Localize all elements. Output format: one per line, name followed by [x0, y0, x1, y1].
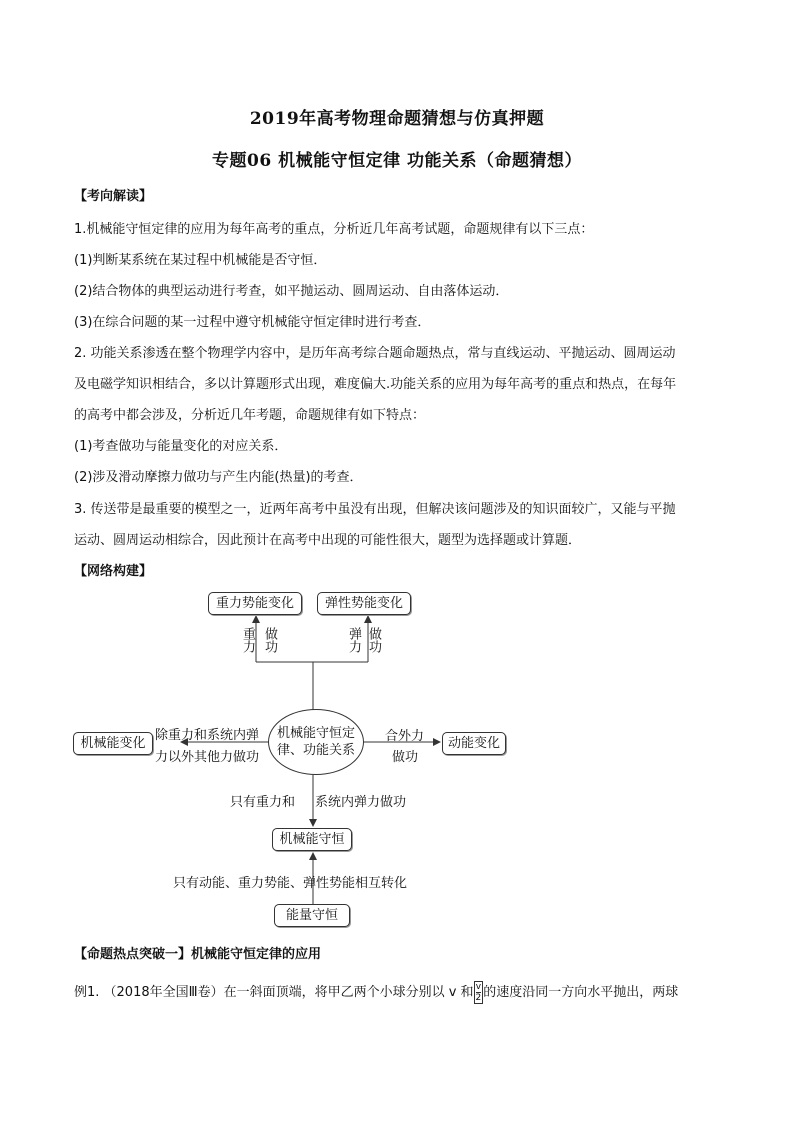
- text-line: 及电磁学知识相结合，多以计算题形式出现，难度偏大.功能关系的应用为每年高考的重点和热点，在每年: [74, 377, 677, 392]
- label-other-forces-1: 除重力和系统内弹: [155, 728, 260, 743]
- text-line: 1.机械能守恒定律的应用为每年高考的重点，分析近几年高考试题，命题规律有以下三点：: [74, 222, 594, 237]
- fraction-v-over-2: [474, 981, 484, 1004]
- label-only-gravity: 只有重力和: [230, 795, 296, 810]
- label-internal-elastic: 系统内弹力做功: [315, 795, 407, 810]
- page-title: 2019年高考物理命题猜想与仿真押题: [249, 109, 545, 129]
- section-heading-redian: 【命题热点突破一】机械能守恒定律的应用: [74, 947, 322, 962]
- fraction-numerator: v: [475, 982, 482, 992]
- text-line: (2)结合物体的典型运动进行考查，如平抛运动、圆周运动、自由落体运动．: [74, 284, 509, 299]
- text-line: (2)涉及滑动摩擦力做功与产生内能(热量)的考查．: [74, 470, 363, 485]
- central-concept-ellipse: [268, 709, 364, 775]
- text-line: (1)考查做功与能量变化的对应关系．: [74, 439, 288, 454]
- box-energy-conservation: 能量守恒: [274, 904, 350, 927]
- label-net-force: 合外力: [385, 729, 425, 744]
- fraction-denominator: 2: [475, 993, 482, 1003]
- text-line: 3. 传送带是最重要的模型之一，近两年高考中虽没有出现，但解决该问题涉及的知识面较广，又能与平抛: [74, 502, 676, 517]
- central-concept-line-1: 机械能守恒定: [276, 726, 355, 741]
- label-elastic-work: 做功: [366, 627, 381, 653]
- text-line: 的高考中都会涉及，分析近几年考题，命题规律有如下特点：: [74, 408, 426, 423]
- label-gravity-work: 做功: [262, 627, 277, 653]
- central-concept-line-2: 律、功能关系: [276, 743, 355, 758]
- label-net-force-work: 做功: [392, 750, 419, 765]
- section-heading-wangluo: 【网络构建】: [74, 564, 153, 579]
- box-gravity-potential-change: 重力势能变化: [208, 592, 302, 615]
- label-energy-conversion: 只有动能、重力势能、弹性势能相互转化: [173, 876, 408, 891]
- label-other-forces-2: 力以外其他力做功: [155, 750, 260, 765]
- text-line: (1)判断某系统在某过程中机械能是否守恒．: [74, 253, 327, 268]
- page-subtitle: 专题06 机械能守恒定律 功能关系（命题猜想）: [212, 151, 582, 171]
- text-line: 2. 功能关系渗透在整个物理学内容中，是历年高考综合题命题热点，常与直线运动、平抛运动、圆周运动: [74, 346, 676, 361]
- text-line: (3)在综合问题的某一过程中遵守机械能守恒定律时进行考查．: [74, 315, 431, 330]
- example-text-before: 例1. （2018年全国Ⅲ卷）在一斜面顶端，将甲乙两个小球分别以 v 和: [74, 985, 474, 1000]
- box-mechanical-energy-change: 机械能变化: [73, 732, 153, 755]
- label-elastic: 弹力: [346, 627, 361, 653]
- text-line: 运动、圆周运动相综合，因此预计在高考中出现的可能性很大，题型为选择题或计算题．: [74, 533, 582, 548]
- box-kinetic-energy-change: 动能变化: [442, 732, 506, 755]
- box-elastic-potential-change: 弹性势能变化: [317, 592, 411, 615]
- section-heading-kaoxiang: 【考向解读】: [74, 189, 153, 204]
- example-line: [74, 981, 724, 1004]
- label-gravity: 重力: [240, 627, 255, 653]
- box-mechanical-energy-conservation: 机械能守恒: [272, 828, 352, 851]
- example-text-after: 的速度沿同一方向水平抛出，两球: [483, 985, 679, 1000]
